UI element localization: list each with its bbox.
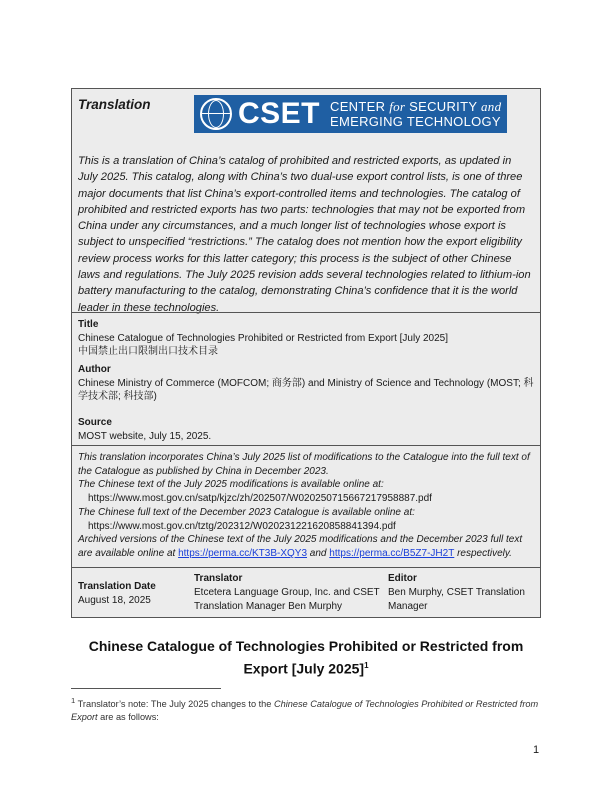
perma-link-1[interactable]: https://perma.cc/KT3B-XQY3 [178,547,308,559]
perma-link-2[interactable]: https://perma.cc/B5Z7-JH2T [329,547,455,559]
author-text: Chinese Ministry of Commerce (MOFCOM; 商务部) and Ministry of Science and Technology (MOST; 科学技术部; 科技部) [78,377,534,402]
title-zh: 中国禁止出口限制出口技术目录 [78,346,218,357]
editor-col [388,572,536,614]
editor-label: Editor [388,573,417,584]
logo-subtitle: CENTER for SECURITY and EMERGING TECHNOLOGY [330,99,502,129]
mods-url: https://www.most.gov.cn/satp/kjzc/zh/202507/W020250715667217958887.pdf [88,493,432,505]
date-value: August 18, 2025 [78,595,151,606]
globe-icon [200,98,232,130]
page-number: 1 [533,744,540,756]
editor-value: Ben Murphy, CSET Translation Manager [388,587,525,612]
abstract-section [72,89,540,312]
date-col [78,580,188,608]
cover-box [71,88,541,618]
date-label: Translation Date [78,581,156,592]
footnote: $^1$ Translator’s note: The July 2025 changes to the Chinese Catalogue of Technologies Prohibited or Restricted from Export are as follows: [71,696,539,723]
full-text-url: https://www.most.gov.cn/tztg/202312/W020231221620858841394.pdf [88,520,396,532]
source-label: Source [78,417,112,428]
footnote-rule [71,688,221,689]
source-text: MOST website, July 15, 2025. [78,430,212,442]
translator-label: Translator [194,573,243,584]
title-block [78,318,534,359]
translator-col [194,572,382,614]
document-title: Chinese Catalogue of Technologies Prohibited or Restricted from Export [July 2025]$^1$ [88,638,524,677]
author-label: Author [78,364,111,375]
translation-label: Translation [78,97,151,112]
translator-value: Etcetera Language Group, Inc. and CSET Translation Manager Ben Murphy [194,587,380,612]
footnote-ref[interactable]: 1 [364,661,369,670]
metadata-section [72,312,540,559]
title-en: Chinese Catalogue of Technologies Prohibited or Restricted from Export [July 2025] [78,332,449,344]
title-label: Title [78,319,99,330]
abstract-text: This is a translation of China’s catalog of prohibited and restricted exports, as updated in July 2025. This catalog, along with China’s two dual-use export control lists, is one of three major documents that list China’s export-controlled items and technologies. The catalog of prohibited and restricted exports has two parts: technologies that may not be exported from China under any circumstances, and a much longer list of technologies whose export is subject to unspecified “restrictions.” The catalog does not mention how the export eligibility review process works for this latter category; this process is the subject of other Chinese laws and regulations. The July 2025 revision adds several technologies related to lithium-ion battery manufacturing to the catalog, demonstrating China’s confidence that it is the world leader in these technologies. [78,155,531,314]
author-block [78,363,534,404]
source-block [78,416,534,443]
credits-section [72,567,540,617]
cset-logo [194,95,507,133]
logo-wordmark: CSET [238,97,321,130]
translation-note: This translation incorporates China’s July 2025 list of modifications to the Catalogue into the full text of the Catalogue as published by China in December 2023. The Chinese text of the July 2025 modifications is available online at: https://www.most.gov.cn/satp/kjzc/zh/202507/W020250715667217958887.pdf The Chinese full text of the December 2023 Catalogue is available online at: https://www.most.gov.cn/tztg/202312/W020231221620858841394.pdf Archived versions of the Chinese text of the July 2025 modifications and the December 2023 full text are available online at https://perma.cc/KT3B-XQY3 and https://perma.cc/B5Z7-JH2T respectively. [72,445,540,446]
